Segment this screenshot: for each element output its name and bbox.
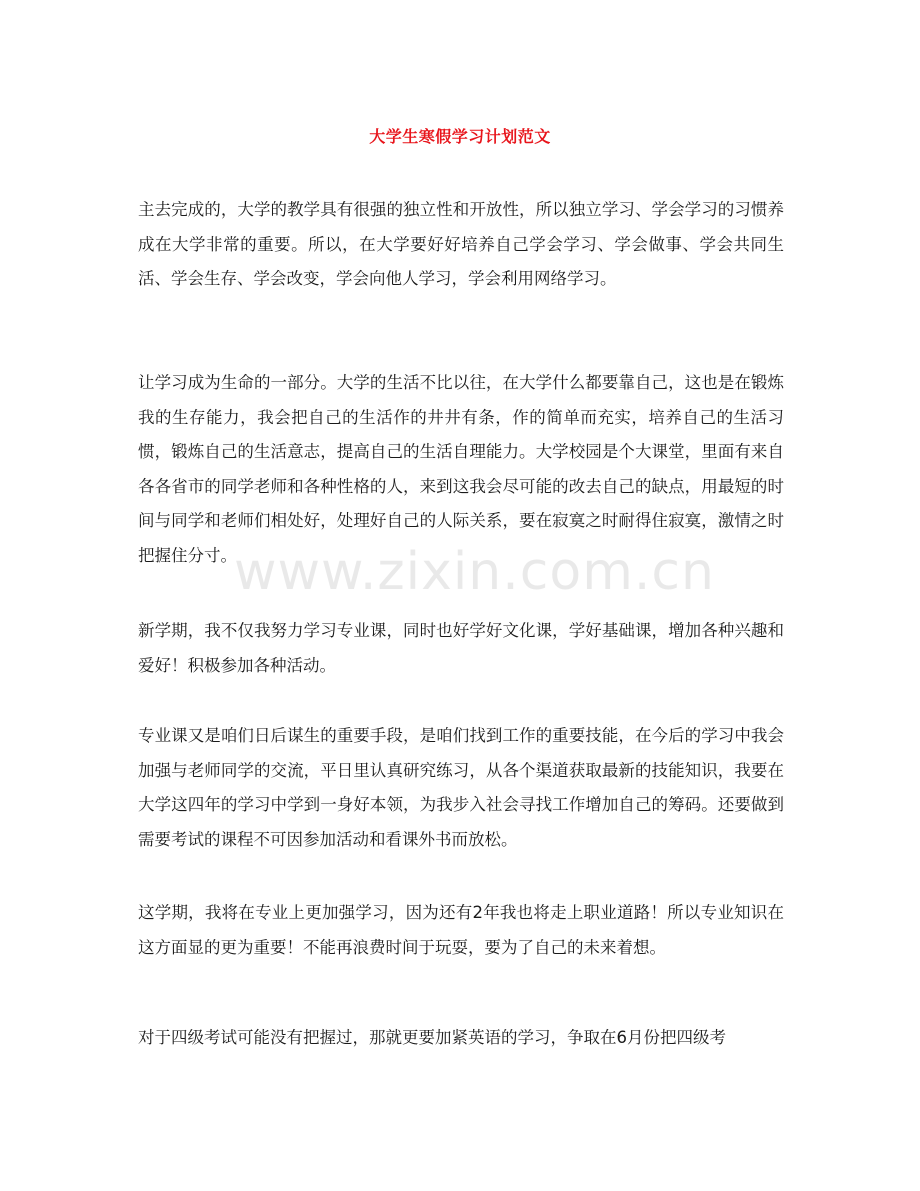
- paragraph-6: 对于四级考试可能没有把握过，那就更要加紧英语的学习，争取在6月份把四级考: [138, 1028, 726, 1047]
- watermark-text: www.zixin.com.cn: [234, 542, 715, 602]
- paragraph-5: 这学期，我将在专业上更加强学习，因为还有2年我也将走上职业道路！所以专业知识在这方面显的更为重要！不能再浪费时间于玩耍，要为了自己的未来着想。: [138, 903, 784, 957]
- paragraph-1: 主去完成的，大学的教学具有很强的独立性和开放性，所以独立学习、学会学习的习惯养成在大学非常的重要。所以，在大学要好好培养自己学会学习、学会做事、学会共同生活、学会生存、学会改变，学会向他人学习，学会利用网络学习。: [138, 200, 784, 288]
- paragraph-3: 新学期，我不仅我努力学习专业课，同时也好学好文化课，学好基础课，增加各种兴趣和爱好！积极参加各种活动。: [138, 621, 784, 675]
- paragraph-4: 专业课又是咱们日后谋生的重要手段，是咱们找到工作的重要技能，在今后的学习中我会加强与老师同学的交流，平日里认真研究练习，从各个渠道获取最新的技能知识，我要在大学这四年的学习中学到一身好本领，为我步入社会寻找工作增加自己的筹码。还要做到需要考试的课程不可因参加活动和看课外书而放松。: [138, 726, 784, 849]
- paragraph-2: 让学习成为生命的一部分。大学的生活不比以往，在大学什么都要靠自己，这也是在锻炼我的生存能力，我会把自己的生活作的井井有条，作的简单而充实，培养自己的生活习惯，锻炼自己的生活意志，提高自己的生活自理能力。大学校园是个大课堂，里面有来自各各省市的同学老师和各种性格的人，来到这我会尽可能的改去自己的缺点，用最短的时间与同学和老师们相处好，处理好自己的人际关系，要在寂寞之时耐得住寂寞，激情之时把握住分寸。: [138, 373, 784, 565]
- document-title: 大学生寒假学习计划范文: [369, 127, 551, 146]
